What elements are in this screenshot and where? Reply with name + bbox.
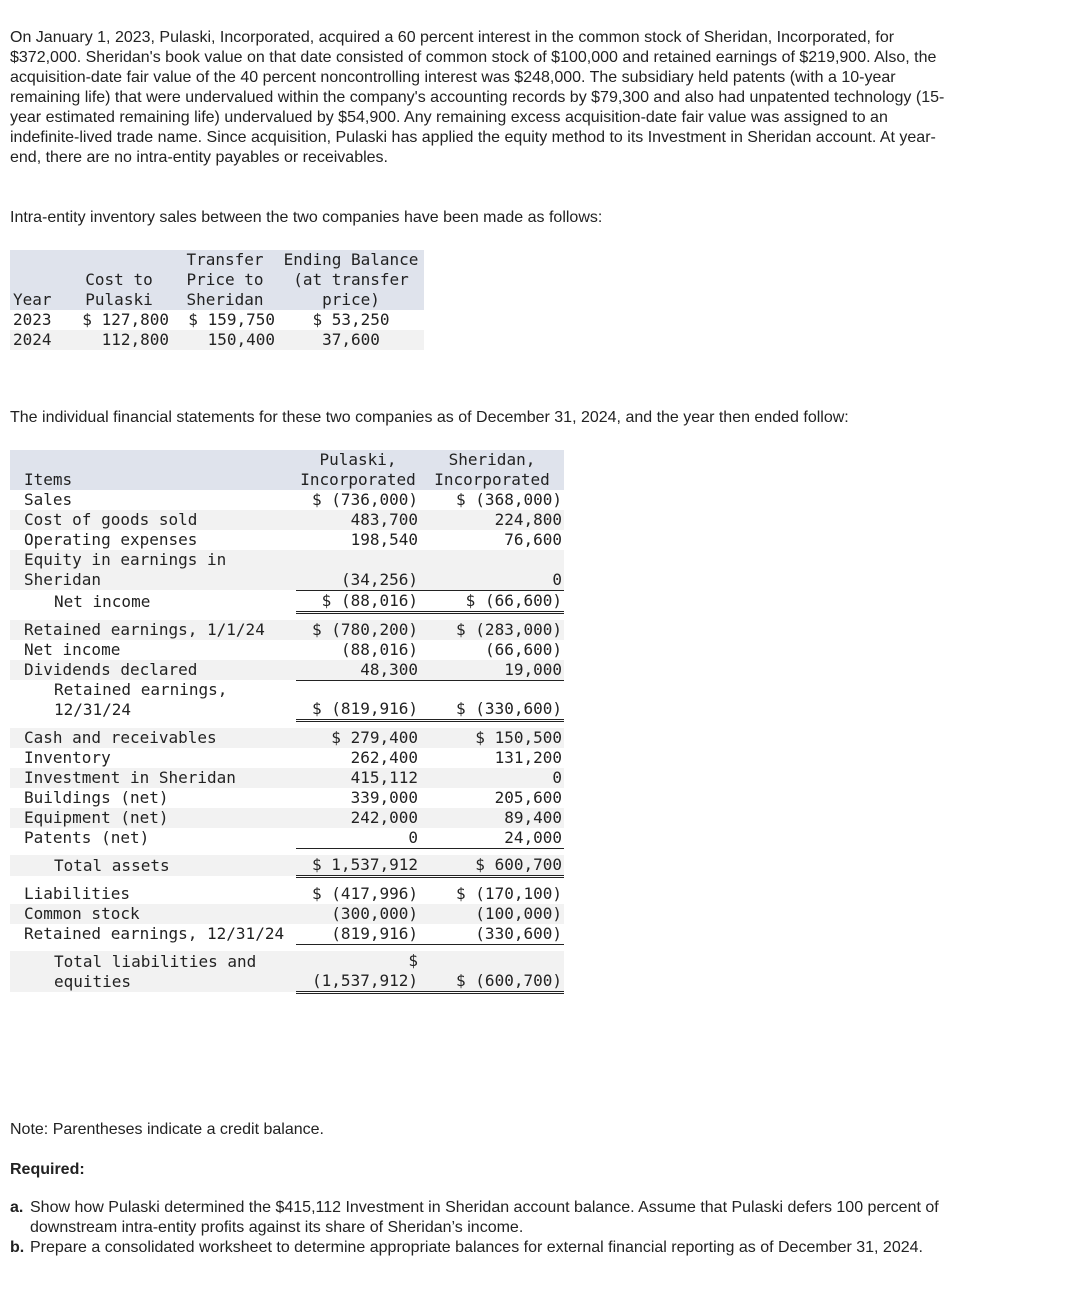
cell-sheridan: $ 600,700 [420,855,564,877]
row-label: Net income [24,639,121,659]
table-row [10,828,564,849]
col-header-items: Items [10,450,296,490]
cell-pulaski: 483,700 [296,510,420,530]
table-header-row [10,250,424,310]
table-header-row [10,450,564,490]
table-row [10,330,424,350]
table-row [10,951,564,993]
required-item-letter: b. [10,1239,25,1256]
row-label: Retained earnings, 12/31/24 [24,924,285,943]
cell-ending: 37,600 [278,330,424,350]
cell-sheridan: (66,600) [484,639,562,659]
row-label: Inventory [24,747,111,767]
row-label: Total assets [10,855,296,877]
cell-sheridan: $ (66,600) [420,590,564,612]
cell-pulaski: (88,016) [340,639,418,659]
cell-sheridan: 205,600 [494,787,562,807]
col-header-sheridan: Sheridan, Incorporated [420,450,564,490]
cell-sheridan: 76,600 [504,530,562,549]
cell-pulaski: (300,000) [296,904,420,924]
row-label: Cost of goods sold [10,510,296,530]
cell-ending: $ 53,250 [312,310,390,329]
cell-sheridan: $ (600,700) [420,951,564,993]
intra-entity-intro: Intra-entity inventory sales between the two companies have been made as follows: [10,209,603,226]
cell-transfer: 150,400 [172,330,278,350]
intra-entity-sales-table [10,250,424,350]
cell-sheridan: 131,200 [494,747,562,767]
cell-pulaski: 339,000 [350,787,418,807]
cell-pulaski: (34,256) [296,550,420,590]
cell-sheridan: $ 150,500 [420,728,564,748]
table-row [10,884,564,904]
cell-pulaski: (819,916) [296,924,420,945]
cell-pulaski: $ 1,537,912 [296,855,420,877]
cell-sheridan: (100,000) [420,904,564,924]
cell-year: 2023 [13,310,52,329]
col-header-transfer: Transfer Price to Sheridan [172,250,278,310]
cell-sheridan: $ (368,000) [456,490,562,509]
credit-balance-note: Note: Parentheses indicate a credit balance. [10,1121,324,1138]
required-heading: Required: [10,1161,85,1178]
row-label: Operating expenses [24,530,198,549]
cell-sheridan: 24,000 [420,828,564,849]
cell-sheridan: $ (330,600) [420,680,564,720]
table-row [10,640,564,660]
col-header-cost: Cost to Pulaski [66,250,172,310]
financial-statements-table [10,450,564,994]
cell-sheridan: 0 [420,768,564,788]
cell-sheridan: 0 [420,550,564,590]
cell-pulaski: $ 279,400 [296,728,420,748]
table-row [10,490,564,510]
cell-pulaski: $ (88,016) [296,590,420,612]
table-row [10,768,564,788]
table-row [10,924,564,945]
cell-pulaski: 48,300 [296,660,420,681]
required-item-text: Prepare a consolidated worksheet to determine appropriate balances for external financial reporting as of December 31, 2024. [30,1239,923,1256]
cell-sheridan: $ (170,100) [456,883,562,903]
row-label: Equipment (net) [10,808,296,828]
cell-pulaski: $ (819,916) [296,680,420,720]
cell-pulaski: $ (780,200) [296,620,420,640]
cell-pulaski: 0 [296,828,420,849]
row-label: Equity in earnings in Sheridan [10,550,296,590]
cell-pulaski: $ (736,000) [312,490,418,509]
row-label: Patents (net) [24,828,150,847]
required-item-letter: a. [10,1199,24,1216]
cell-transfer: $ 159,750 [188,310,275,329]
table-row [10,788,564,808]
row-label: Dividends declared [10,660,296,681]
table-row [10,904,564,924]
spacer-row [10,876,564,884]
cell-sheridan: 19,000 [420,660,564,681]
table-row [10,530,564,550]
row-label: Liabilities [24,883,130,903]
row-label: Total liabilities and equities [10,951,296,993]
spacer-row [10,612,564,620]
cell-pulaski: 262,400 [350,747,418,767]
table-row [10,550,564,590]
row-label: Net income [54,592,151,611]
table-row [10,855,564,877]
table-row [10,680,564,720]
row-label: Common stock [10,904,296,924]
problem-intro-paragraph: On January 1, 2023, Pulaski, Incorporated, acquired a 60 percent interest in the common stock of Sheridan, Incorporated, for $372,000. Sheridan's book value on that date consisted of common stock of $100,000 and retained earnings of $219,900. Also, the acquisition-date fair value of the 40 percent noncontrolling interest was $248,000. The subsidiary held patents (with a 10-year remaining life) that were undervalued within the company's accounting records by $79,300 and also had unpatented technology (15-year estimated remaining life) undervalued by $54,900. Any remaining excess acquisition-date fair value was assigned to an indefinite-lived trade name. Since acquisition, Pulaski has applied the equity method to its Investment in Sheridan account. At year-end, there are no intra-entity payables or receivables. [10,29,945,166]
table-row [10,728,564,748]
required-list [10,1198,960,1258]
row-label: Sales [24,490,73,509]
cell-sheridan: 89,400 [420,808,564,828]
table-row [10,660,564,681]
cell-pulaski: 242,000 [296,808,420,828]
table-row [10,510,564,530]
row-label: Investment in Sheridan [10,768,296,788]
cell-pulaski: 415,112 [296,768,420,788]
cell-pulaski: 198,540 [350,530,418,549]
table-row [10,590,564,612]
list-item [10,1238,960,1258]
table-row [10,620,564,640]
list-item [10,1198,960,1238]
col-header-pulaski: Pulaski, Incorporated [296,450,420,490]
table-row [10,748,564,768]
cell-sheridan: 224,800 [420,510,564,530]
cell-pulaski: $ (417,996) [312,883,418,903]
row-label: Cash and receivables [10,728,296,748]
cell-cost: $ 127,800 [82,310,169,329]
table-row [10,310,424,330]
row-label: Retained earnings, 12/31/24 [54,680,228,719]
cell-cost: 112,800 [66,330,172,350]
cell-sheridan: $ (283,000) [420,620,564,640]
col-header-ending: Ending Balance (at transfer price) [278,250,424,310]
cell-sheridan: (330,600) [420,924,564,945]
row-label: Buildings (net) [24,787,169,807]
statements-intro: The individual financial statements for these two companies as of December 31, 2024, and the year then ended follow: [10,409,849,426]
cell-pulaski: $ (1,537,912) [296,951,420,993]
col-header-year: Year [10,250,66,310]
spacer-row [10,720,564,728]
required-item-text: Show how Pulaski determined the $415,112 Investment in Sheridan account balance. Assume that Pulaski defers 100 percent of downstream intra-entity profits against its share of Sheridan’s income. [30,1199,939,1236]
table-row [10,808,564,828]
cell-year: 2024 [10,330,66,350]
row-label: Retained earnings, 1/1/24 [10,620,296,640]
